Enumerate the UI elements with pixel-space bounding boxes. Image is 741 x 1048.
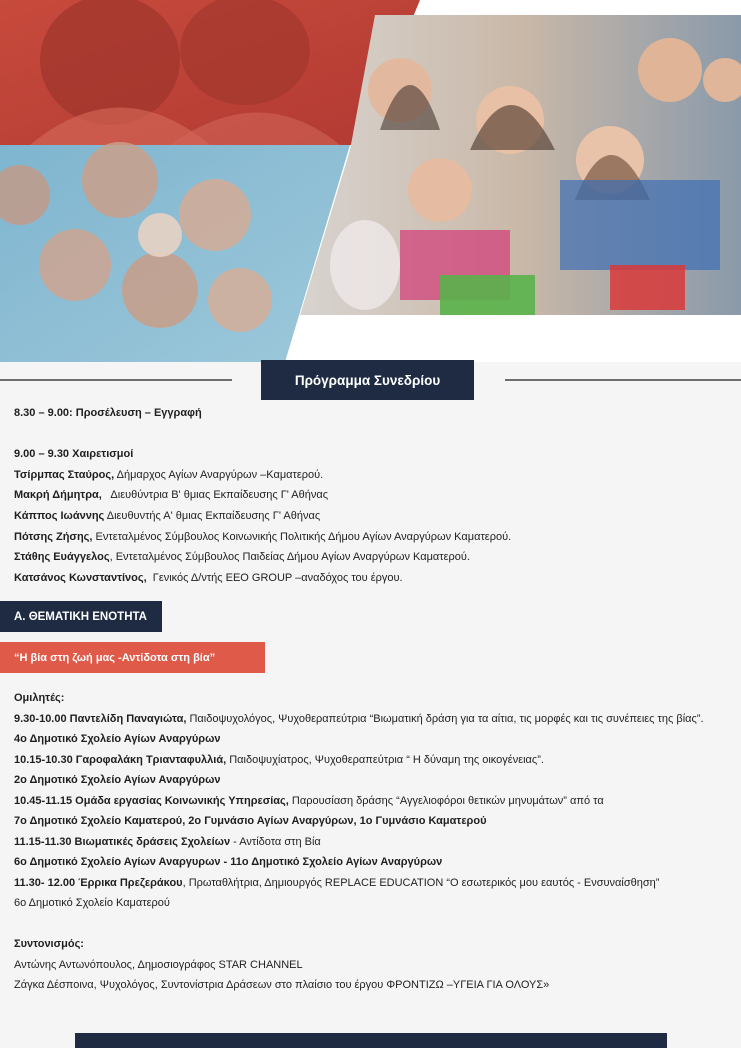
speaker-item: 9.30-10.00 Παντελίδη Παναγιώτα, Παιδοψυχολόγος, Ψυχοθεραπεύτρια “Βιωματική δράση για τα αίτια, τις μορφές και τις συνέπειες της βίας”. <box>14 712 704 725</box>
coordination-heading: Συντονισμός: <box>14 938 84 950</box>
speaker-item: 10.15-10.30 Γαροφαλάκη Τριανταφυλλιά, Παιδοψυχίατρος, Ψυχοθεραπεύτρια “ Η δύναμη της οικογένειας”. <box>14 753 544 766</box>
speaker-item: 10.45-11.15 Ομάδα εργασίας Κοινωνικής Υπηρεσίας, Παρουσίαση δράσης “Αγγελιοφόροι θετικών μηνυμάτων” από τα <box>14 794 604 807</box>
schedule-intro <box>14 403 734 588</box>
arrival-line: 8.30 – 9.00: Προσέλευση – Εγγραφή <box>14 407 202 419</box>
greeting-item: Τσίρμπας Σταύρος, Δήμαρχος Αγίων Αναργύρων –Καματερού. <box>14 468 324 481</box>
title-divider-right <box>505 379 741 381</box>
greeting-item: Στάθης Ευάγγελος, Εντεταλμένος Σύμβουλος Παιδείας Δήμου Αγίων Αναργύρων Καματερού. <box>14 551 470 564</box>
hero-banner <box>0 0 741 362</box>
footer-bar <box>75 1033 667 1048</box>
greeting-item: Κατσάνος Κωνσταντίνος, Γενικός Δ/ντής ΕΕΟ GROUP –αναδόχος του έργου. <box>14 571 403 584</box>
speaker-school: 4ο Δημοτικό Σχολείο Αγίων Αναργύρων <box>14 733 221 745</box>
section-subtitle: “Η βία στη ζωή μας -Αντίδοτα στη βία” <box>0 642 265 673</box>
circle-photo <box>0 142 350 362</box>
speaker-item: 11.30- 12.00 Έρρικα Πρεζεράκου, Πρωταθλήτρια, Δημιουργός REPLACE EDUCATION “Ο εσωτερικός μου εαυτός - Ενσυναίσθηση” <box>14 876 660 889</box>
speaker-school: 7ο Δημοτικό Σχολείο Καματερού, 2ο Γυμνάσιο Αγίων Αναργύρων, 1ο Γυμνάσιο Καματερού <box>14 815 487 827</box>
greetings-heading: 9.00 – 9.30 Χαιρετισμοί <box>14 448 134 461</box>
speakers-heading: Ομιλητές: <box>14 692 65 704</box>
speaker-school: 2ο Δημοτικό Σχολείο Αγίων Αναργύρων <box>14 774 221 786</box>
greeting-item: Κάππος Ιωάννης Διευθυντής Α' θμιας Εκπαίδευσης Γ' Αθήνας <box>14 509 321 522</box>
program-title: Πρόγραμμα Συνεδρίου <box>261 360 474 400</box>
coordinator-line: Ζάγκα Δέσποινα, Ψυχολόγος, Συντονίστρια Δράσεων στο πλαίσιο του έργου ΦΡΟΝΤΙΖΩ –ΥΓΕΙΑ ΓΙΑ ΟΛΟΥΣ» <box>14 979 550 991</box>
greeting-item: Μακρή Δήμητρα, Διευθύντρια Β' θμιας Εκπαίδευσης Γ' Αθήνας <box>14 489 329 502</box>
section-label: Α. ΘΕΜΑΤΙΚΗ ΕΝΟΤΗΤΑ <box>0 601 162 632</box>
coordinator-line: Αντώνης Αντωνόπουλος, Δημοσιογράφος STAR CHANNEL <box>14 958 303 971</box>
title-divider-left <box>0 379 232 381</box>
greeting-item: Πότσης Ζήσης, Εντεταλμένος Σύμβουλος Κοινωνικής Πολιτικής Δήμου Αγίων Αναργύρων Καματερού. <box>14 530 512 543</box>
speaker-school: 6ο Δημοτικό Σχολείο Καματερού <box>14 897 170 909</box>
speakers-block <box>14 688 734 996</box>
speaker-school: 6ο Δημοτικό Σχολείο Αγίων Αναργυρων - 11ο Δημοτικό Σχολείο Αγίων Αναργύρων <box>14 856 443 868</box>
speaker-item: 11.15-11.30 Βιωματικές δράσεις Σχολείων - Αντίδοτα στη Βία <box>14 835 321 848</box>
